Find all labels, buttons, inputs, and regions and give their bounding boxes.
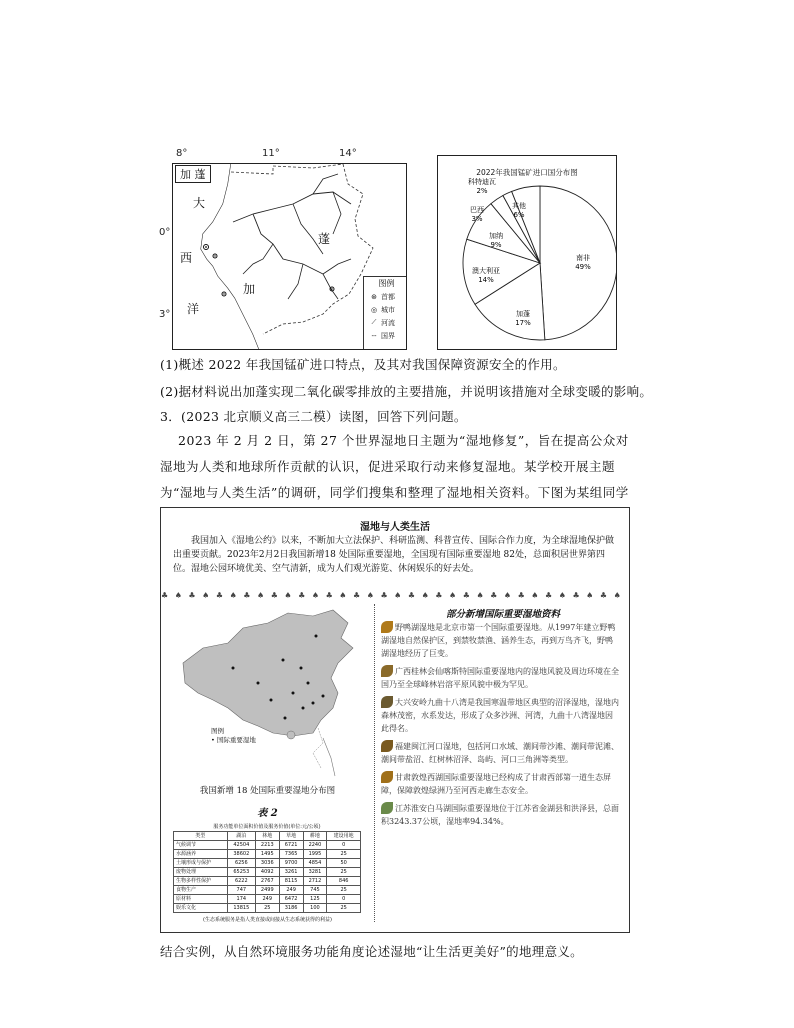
pie-label-0: 南非: [576, 254, 590, 262]
table-cell: 9700: [279, 859, 303, 868]
table-row: [174, 859, 361, 868]
city-icon: ◎: [370, 305, 378, 314]
table-header-3: 草地: [279, 832, 303, 841]
wetland-card: [160, 507, 630, 933]
table-block: [173, 823, 361, 913]
table-cell: 6472: [279, 895, 303, 904]
map-deg-0: 0°: [159, 227, 171, 238]
table-cell: 原材料: [174, 895, 228, 904]
table-cell: 25: [327, 904, 361, 913]
card-title: 湿地与人类生活: [360, 522, 430, 533]
map-label-da: 大: [193, 196, 206, 210]
table-title: 表 2: [257, 808, 278, 819]
table-cell: 3261: [279, 868, 303, 877]
question-2: (2)据材料说出加蓬实现二氧化碳零排放的主要措施，并说明该措施对全球变暖的影响。: [160, 384, 653, 399]
china-map-legend-item: • 国际重要湿地: [211, 736, 256, 744]
leaf-icon: [381, 696, 393, 708]
leaf-icon: [381, 771, 393, 783]
leaf-icon: [381, 621, 393, 633]
wetland-item: [381, 621, 619, 660]
question-3-header: 3．(2023 北京顺义高三二模）读图，回答下列问题。: [160, 409, 467, 424]
table-cell: 38602: [227, 850, 255, 859]
table-cell: 1495: [255, 850, 279, 859]
wetland-item: [381, 665, 619, 691]
map-deg-11: 11°: [262, 148, 280, 159]
intro-paragraph: 2023 年 2 月 2 日，第 27 个世界湿地日主题为“湿地修复”，旨在提高公众对湿地为人类和地球所作贡献的认识，促进采取行动来修复湿地。某学校开展主题为“湿地与人类生活”的调研，同学们搜集和整理了湿地相关资料。下图为某组同学: [160, 433, 629, 500]
legend-capital: 首都: [381, 292, 395, 301]
table-cell: 气候调节: [174, 841, 228, 850]
map-deg-3: 3°: [159, 309, 171, 320]
table-cell: 25: [327, 868, 361, 877]
map-country-label: 加 蓬: [175, 165, 211, 183]
table-cell: 土壤形成与保护: [174, 859, 228, 868]
wetland-item-text: 大兴安岭九曲十八湾是我国寒温带地区典型的沼泽湿地，湿地内森林茂密，水系发达，形成了众多沙洲、河湾，九曲十八湾湿地因此得名。: [381, 698, 619, 733]
table-cell: 42504: [227, 841, 255, 850]
table-cell: 8115: [279, 877, 303, 886]
river-icon: ⟋: [371, 318, 377, 326]
table-header-4: 耕地: [303, 832, 327, 841]
legend-city: 城市: [381, 305, 395, 314]
table-cell: 6256: [227, 859, 255, 868]
wetland-item-text: 江苏淮安白马湖国际重要湿地位于江苏省金湖县和洪泽县，总面积3243.37公顷，湿地率94.34%。: [381, 804, 619, 826]
legend-border: 国界: [381, 331, 395, 340]
table-cell: 25: [327, 850, 361, 859]
table-header-0: 类型: [174, 832, 228, 841]
map-label-peng: 蓬: [318, 232, 331, 246]
table-cell: 6222: [227, 877, 255, 886]
map-label-jia: 加: [243, 282, 256, 296]
pie-value-2: 14%: [478, 276, 494, 284]
pie-label-3: 加纳: [489, 232, 503, 240]
table-header-1: 湖泊: [227, 832, 255, 841]
table-cell: 25: [327, 886, 361, 895]
pie-value-0: 49%: [575, 263, 591, 271]
wetland-item-text: 甘肃敦煌西湖国际重要湿地已经构成了甘肃西部第一道生态屏障，保障敦煌绿洲乃至河西走廊生态安全。: [381, 773, 611, 795]
table-cell: 2499: [255, 886, 279, 895]
pie-label-1: 加蓬: [516, 310, 530, 318]
table-row: [174, 868, 361, 877]
map-deg-8: 8°: [176, 148, 188, 159]
map-deg-14: 14°: [339, 148, 357, 159]
table-cell: 废物处理: [174, 868, 228, 877]
table-cell: 100: [303, 904, 327, 913]
pie-chart: [438, 156, 616, 349]
table-note: (生态系统服务是指人类直接或间接从生态系统获得的利益): [203, 917, 332, 923]
table-cell: 1995: [303, 850, 327, 859]
leaf-icon: [381, 740, 393, 752]
pie-value-3: 9%: [490, 241, 502, 249]
border-icon: --: [371, 331, 377, 340]
table-cell: 水源涵养: [174, 850, 228, 859]
capital-icon: ⊛: [371, 292, 377, 301]
wetland-item-text: 野鸭湖湿地是北京市第一个国际重要湿地。从1997年建立野鸭湖湿地自然保护区，到禁牧禁渔、涵养生态，再到万鸟齐飞，野鸭湖湿地经历了巨变。: [381, 623, 616, 658]
wetland-item: [381, 740, 619, 766]
table-cell: 4092: [255, 868, 279, 877]
table-cell: 2767: [255, 877, 279, 886]
table-row: [174, 841, 361, 850]
pie-value-5: 2%: [476, 187, 488, 195]
pie-chart-box: [437, 155, 617, 350]
pie-label-6: 其他: [512, 202, 526, 210]
table-cell: 249: [279, 886, 303, 895]
table-cell: 846: [327, 877, 361, 886]
map-label-yang: 洋: [187, 302, 200, 316]
table-cell: 25: [255, 904, 279, 913]
pie-label-2: 澳大利亚: [472, 267, 500, 275]
table-cell: 娱乐文化: [174, 904, 228, 913]
table-cell: 2712: [303, 877, 327, 886]
table-row: [174, 850, 361, 859]
right-col-title: 部分新增国际重要湿地资料: [445, 609, 560, 620]
table-cell: 0: [327, 895, 361, 904]
table-cell: 4854: [303, 859, 327, 868]
question-1: (1)概述 2022 年我国锰矿进口特点，及其对我国保障资源安全的作用。: [160, 357, 566, 372]
table-cell: 249: [255, 895, 279, 904]
tree-border: ♣ ♠ ♣ ♠ ♣ ♠ ♣ ♠ ♣ ♠ ♣ ♠ ♣ ♠ ♣ ♠ ♣ ♠ ♣ ♠ ♣ ♠ ♣ ♠ ♣ ♠ ♣ ♠ ♣ ♠ ♣ ♠ ♣ ♠: [161, 591, 623, 600]
table-cell: 2240: [303, 841, 327, 850]
map-label-xi: 西: [180, 251, 193, 265]
table-cell: 50: [327, 859, 361, 868]
wetland-item-text: 广西桂林会仙喀斯特国际重要湿地内的湿地风貌及周边环境在全国乃至全球峰林岩溶平原风貌中极为罕见。: [381, 667, 619, 689]
card-intro: 我国加入《湿地公约》以来，不断加大立法保护、科研监测、科普宣传、国际合作力度，为全球湿地保护做出重要贡献。2023年2月2日我国新增18 处国际重要湿地，全国现有国际重要湿地 82处，总面积居世界第四位。湿地公园环境优美、空气清新，成为人们观光游览、休闲娱乐的好去处。: [173, 536, 615, 574]
service-value-table: [173, 831, 361, 913]
map-legend-title: 图例: [378, 279, 395, 288]
table-cell: 0: [327, 841, 361, 850]
table-header-5: 建设用地: [327, 832, 361, 841]
table-cell: 2213: [255, 841, 279, 850]
pie-value-6: 6%: [513, 211, 525, 219]
china-map-legend-title: 图例: [211, 727, 224, 735]
pie-value-4: 3%: [471, 215, 483, 223]
table-cell: 745: [303, 886, 327, 895]
gabon-map: [172, 163, 407, 350]
final-question: 结合实例，从自然环境服务功能角度论述湿地“让生活更美好”的地理意义。: [160, 944, 583, 959]
table-cell: 174: [227, 895, 255, 904]
wetland-item: [381, 802, 619, 828]
table-row: [174, 895, 361, 904]
table-row: [174, 904, 361, 913]
table-cell: 3186: [279, 904, 303, 913]
pie-value-1: 17%: [515, 319, 531, 327]
leaf-icon: [381, 665, 393, 677]
table-cell: 3281: [303, 868, 327, 877]
pie-title: 2022年我国锰矿进口国分布图: [476, 168, 578, 177]
card-divider: [374, 604, 375, 922]
table-header-2: 林地: [255, 832, 279, 841]
table-cell: 747: [227, 886, 255, 895]
map-legend: [363, 276, 407, 350]
pie-label-5: 科特迪瓦: [468, 178, 496, 186]
legend-river: 河流: [381, 318, 395, 327]
table-row: [174, 886, 361, 895]
wetland-item: [381, 696, 619, 735]
china-wetland-map: [173, 608, 369, 778]
table-row: [174, 877, 361, 886]
table-cell: 3036: [255, 859, 279, 868]
table-cell: 6721: [279, 841, 303, 850]
wetland-item-text: 福建闽江河口湿地，包括河口水域、潮间带沙滩、潮间带泥滩、潮间带盐沼、红树林沼泽、岛屿、河口三角洲等类型。: [381, 742, 619, 764]
right-col-items: [381, 621, 619, 833]
china-map-caption: 我国新增 18 处国际重要湿地分布图: [199, 786, 336, 796]
table-cell: 65253: [227, 868, 255, 877]
leaf-icon: [381, 802, 393, 814]
pie-label-4: 巴西: [470, 206, 484, 214]
table-cell: 13815: [227, 904, 255, 913]
table-cell: 125: [303, 895, 327, 904]
table-cell: 食物生产: [174, 886, 228, 895]
table-caption: 服务功能单位面积价值及服务价值(单位:元/公顷): [213, 824, 321, 830]
wetland-item: [381, 771, 619, 797]
table-cell: 7365: [279, 850, 303, 859]
table-cell: 生物多样性保护: [174, 877, 228, 886]
